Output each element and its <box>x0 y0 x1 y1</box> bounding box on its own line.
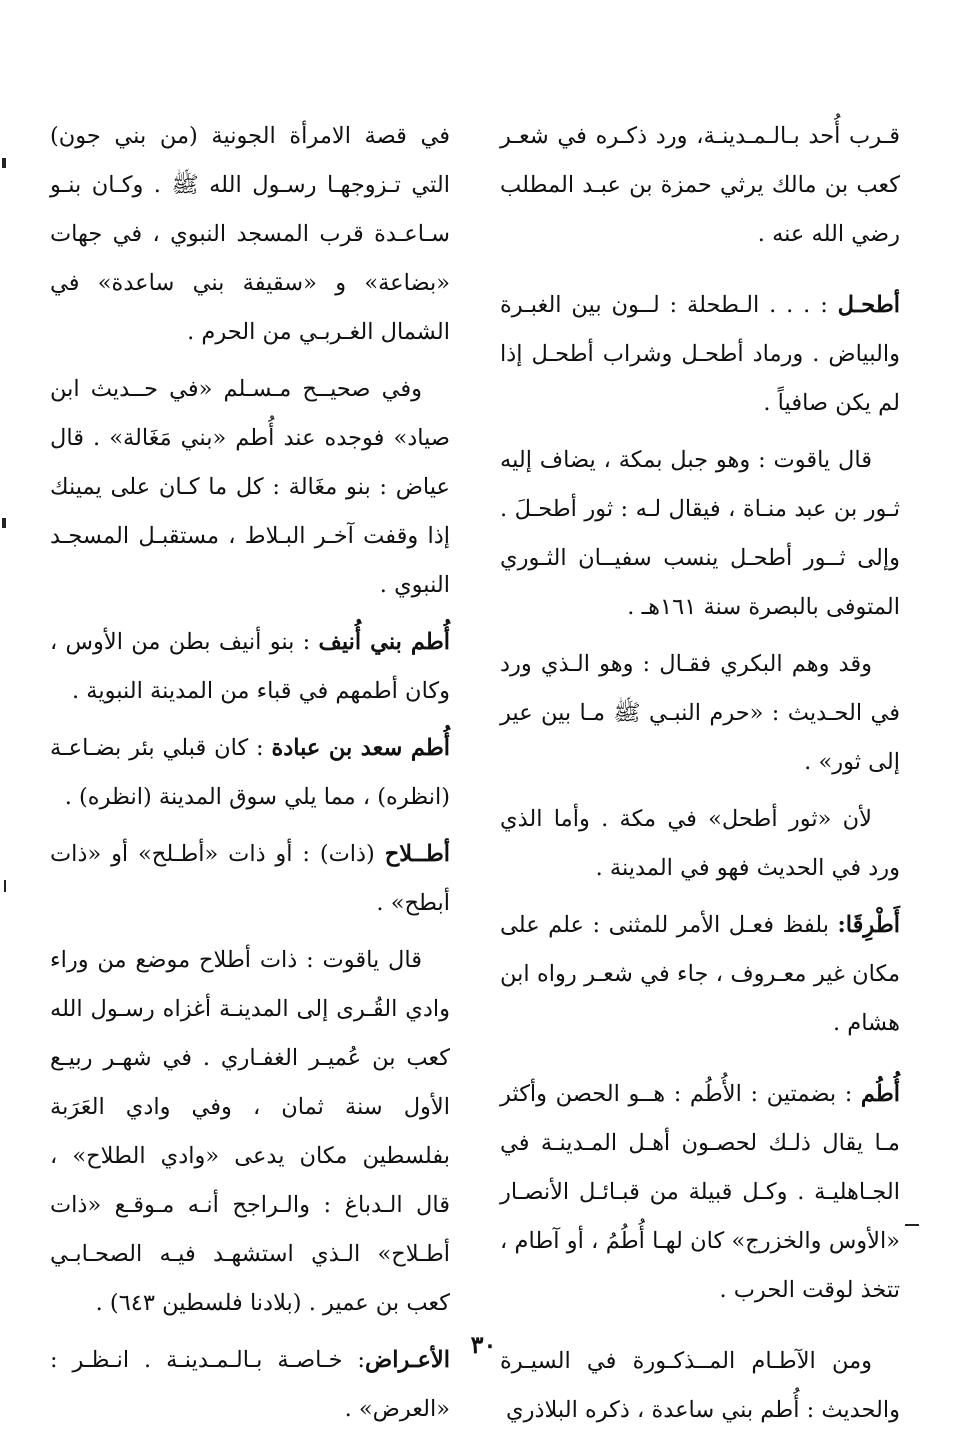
entry-term: أُطُم <box>860 1081 900 1107</box>
entry-paragraph: أُطُم : بضمتين : الأُطُم : هــو الحصن وأكثر مـا يقال ذلـك لحصـون أهـل المـدينـة في الجـاهليـة . وكـل قبيلة من قبـائـل الأنصـار «الأوس والخزرج» كان لهـا أُطُمُ ، أو آطام ، تتخذ لوقت الحرب . <box>500 1081 900 1303</box>
entry-paragraph: أُطم سعد بن عبادة : كان قبلي بئر بضـاعـة (انظره) ، مما يلي سوق المدينة (انظره) . <box>50 735 450 810</box>
paragraph: ومن الآطـام المــذكـورة في السيـرة والحديث : أُطم بني ساعدة ، ذكره البلاذري <box>500 1348 900 1423</box>
right-column <box>500 112 900 1443</box>
entry-term: أُطم سعد بن عبادة <box>271 735 450 761</box>
entry-paragraph: الأعـراض: خـاصـة بـالـمـدينـة . انـظـر : «العرض» . <box>50 1347 450 1422</box>
entry-term: الأعـراض <box>365 1347 450 1373</box>
scan-edge-mark <box>2 518 6 528</box>
paragraph: قال ياقوت : وهو جبل بمكة ، يضاف إليه ثـور بن عبد منـاة ، فيقال لـه : ثور أطحـلَ . وإلى ثــور أطحـل ينسب سفيــان الثـوري المتوفى بالبصرة سنة ١٦١هـ . <box>500 447 900 620</box>
paragraph: قال ياقوت : ذات أطلاح موضع من وراء وادي القُـرى إلى المدينـة أغزاه رسـول الله كعب بن عُميـر الغفـاري . في شهـر ربيـع الأول سنة ثمان ، وفي وادي العَرَبة بفلسطين مكان يدعى «وادي الطلاح» ، قال الـدباغ : والـراجح أنـه مـوقـع «ذات أطـلاح» الـذي استشهـد فيـه الصحـابـي كعب بن عمير . (بلادنا فلسطين ٦٤٣) . <box>50 947 450 1316</box>
entry-term: أطــلاح <box>384 841 450 867</box>
paragraph: في قصة الامرأة الجونية (من بني جون) التي تـزوجهـا رسـول الله ﷺ . وكـان بنـو سـاعـدة قرب المسجد النبوي ، في جهات «بضاعة» و «سقيفة بني ساعدة» في الشمال الغـربـي من الحرم . <box>50 123 450 345</box>
left-column <box>50 112 450 1442</box>
scan-edge-mark <box>2 158 6 168</box>
entry-term: أطحـل <box>837 292 900 318</box>
entry-paragraph: أُطم بني أُنيف : بنو أنيف بطن من الأوس ، وكان أطمهم في قباء من المدينة النبوية . <box>50 629 450 704</box>
entry-term: أَطْرِقَا: <box>837 912 900 938</box>
paragraph: لأن «ثور أطحل» في مكة . وأما الذي ورد في الحديث فهو في المدينة . <box>500 806 900 881</box>
paragraph: قـرب أُحد بـالـمـدينـة، ورد ذكـره في شعـر كعب بن مالك يرثي حمزة بن عبـد المطلب رضي الله عنه . <box>500 123 900 247</box>
scan-edge-mark <box>4 880 6 892</box>
entry-paragraph: أطــلاح (ذات) : أو ذات «أطـلح» أو «ذات أبطح» . <box>50 841 450 916</box>
page-number: ٣٠ <box>470 1330 497 1359</box>
entry-paragraph: أَطْرِقَا: بلفظ فعـل الأمر للمثنى : علم على مكان غير معـروف ، جاء في شعـر رواه ابن هشام . <box>500 912 900 1036</box>
paragraph: وفي صحيــح مـسـلم «في حــديث ابن صياد» فوجده عند أُطم «بني مَغَالة» . قال عياض : بنو مغَالة : كل ما كـان على يمينك إذا وقفت آخـر البـلاط ، مستقبـل المسجـد النبوي . <box>50 376 450 598</box>
entry-term: أُطم بني أُنيف <box>318 629 450 655</box>
paragraph: وقد وهم البكري فقـال : وهو الـذي ورد في الحـديث : «حرم النبـي ﷺ مـا بين عير إلى ثور» . <box>500 651 900 775</box>
scan-edge-mark <box>905 1224 919 1226</box>
entry-paragraph: أطحـل : . . . الـطحلة : لــون بين الغبـرة والبياض . ورماد أطحـل وشراب أطحـل إذا لم يكن صافياً . <box>500 292 900 416</box>
